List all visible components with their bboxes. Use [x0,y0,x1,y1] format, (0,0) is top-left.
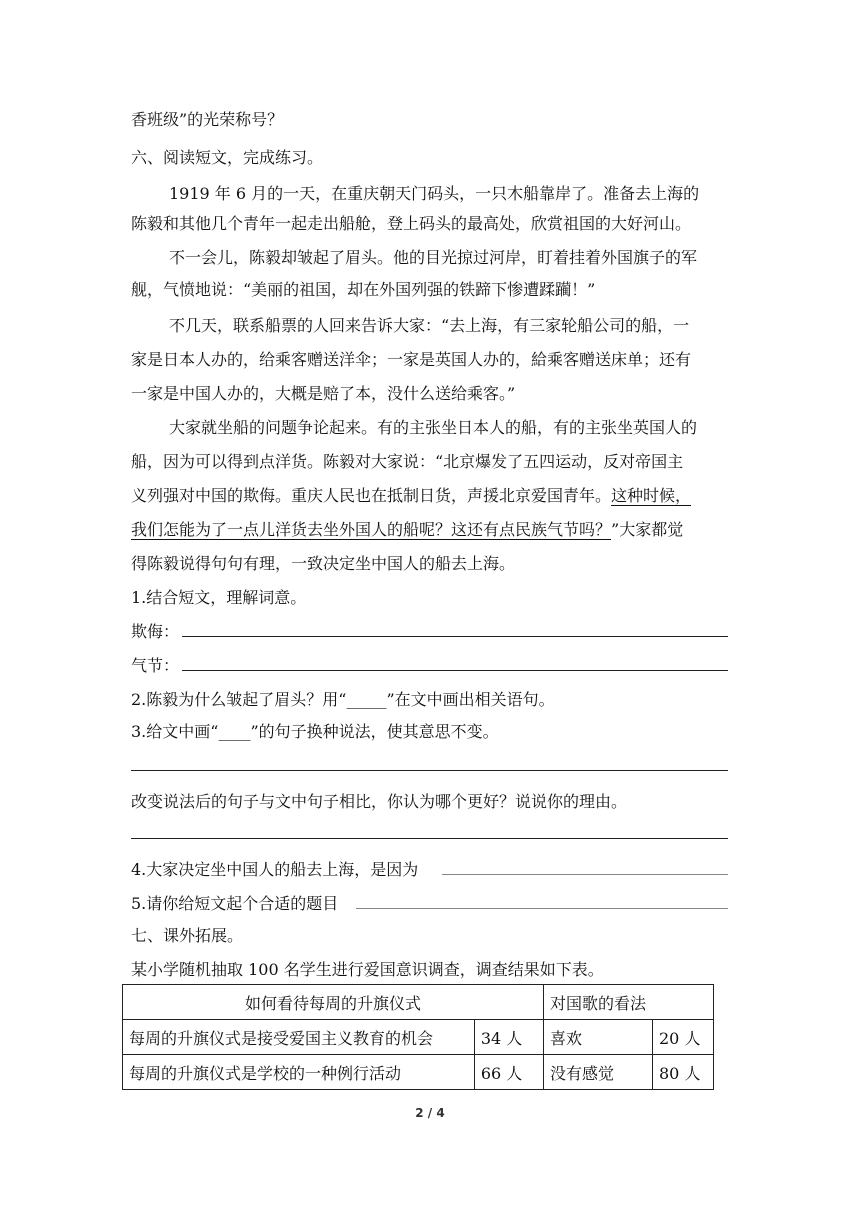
answer-line[interactable] [356,908,728,909]
answer-line[interactable] [182,670,728,671]
paragraph-3-line: 家是日本人办的，给乘客赠送洋伞；一家是英国人办的，給乘客赠送床单；还有 [131,350,692,369]
question-2: 2.陈毅为什么皱起了眉头？用“_____”在文中画出相关语句。 [131,690,555,709]
table-header-cell: 对国歌的看法 [544,985,714,1020]
table-cell: 每周的升旗仪式是接受爱国主义教育的机会 [123,1020,475,1055]
answer-line[interactable] [442,874,728,875]
survey-intro: 某小学随机抽取 100 名学生进行爱国意识调查，调查结果如下表。 [131,960,604,979]
table-cell: 每周的升旗仪式是学校的一种例行活动 [123,1055,475,1090]
paragraph-1-line: 1919 年 6 月的一天，在重庆朝天门码头，一只木船靠岸了。准备去上海的 [169,184,700,203]
table-cell: 喜欢 [544,1020,653,1055]
table-row [123,1020,714,1055]
page-number: 2 / 4 [415,1106,445,1120]
question-1: 1.结合短文，理解词意。 [131,588,307,607]
table-cell: 80 人 [653,1055,714,1090]
table-cell: 20 人 [653,1020,714,1055]
question-4: 4.大家决定坐中国人的船去上海，是因为 [131,860,419,879]
paragraph-3-line: 不几天，联系船票的人回来告诉大家：“去上海，有三家轮船公司的船，一 [169,316,690,335]
answer-line[interactable] [182,636,728,637]
answer-line[interactable] [131,838,728,839]
table-cell: 66 人 [474,1055,543,1090]
underlined-sentence: 这种时候， [611,486,692,505]
table-header-cell: 如何看待每周的升旗仪式 [123,985,544,1020]
paragraph-4-line: 得陈毅说得句句有理，一致决定坐中国人的船去上海。 [131,554,516,573]
question-1a-label: 欺侮： [131,622,180,641]
table-cell: 34 人 [474,1020,543,1055]
table-header-row [123,985,714,1020]
table-cell: 没有感觉 [544,1055,653,1090]
paragraph-4-line [131,486,691,506]
question-3: 3.给文中画“____”的句子换种说法，使其意思不变。 [131,722,499,741]
paragraph-3-line: 一家是中国人办的，大概是赔了本，没什么送给乘客。” [131,384,516,403]
text-line: 香班级”的光荣称号？ [131,110,284,129]
paragraph-4-text: ”大家都觉 [611,520,684,539]
question-1b-label: 气节： [131,656,180,675]
paragraph-1-line: 陈毅和其他几个青年一起走出船舱，登上码头的最高处，欣赏祖国的大好河山。 [131,214,692,233]
answer-line[interactable] [131,770,728,771]
underlined-sentence: 我们怎能为了一点儿洋货去坐外国人的船呢？这还有点民族气节吗？ [131,520,612,539]
paragraph-4-line: 船，因为可以得到点洋货。陈毅对大家说：“北京爆发了五四运动，反对帝国主 [131,452,684,471]
question-5: 5.请你给短文起个合适的题目 [131,894,339,913]
question-3b: 改变说法后的句子与文中句子相比，你认为哪个更好？说说你的理由。 [131,792,628,811]
paragraph-4-line [131,520,683,540]
section-heading-6: 六、阅读短文，完成练习。 [131,148,324,167]
paragraph-4-line: 大家就坐船的问题争论起来。有的主张坐日本人的船，有的主张坐英国人的 [169,418,698,437]
table-row [123,1055,714,1090]
paragraph-4-text: 义列强对中国的欺侮。重庆人民也在抵制日货，声援北京爱国青年。 [131,486,612,505]
paragraph-2-line: 不一会儿，陈毅却皱起了眉头。他的目光掠过河岸，盯着挂着外国旗子的军 [169,248,698,267]
paragraph-2-line: 舰，气愤地说：“美丽的祖国，却在外国列强的铁蹄下惨遭蹂躏！” [131,280,596,299]
survey-table [122,984,714,1090]
section-heading-7: 七、课外拓展。 [131,926,244,945]
